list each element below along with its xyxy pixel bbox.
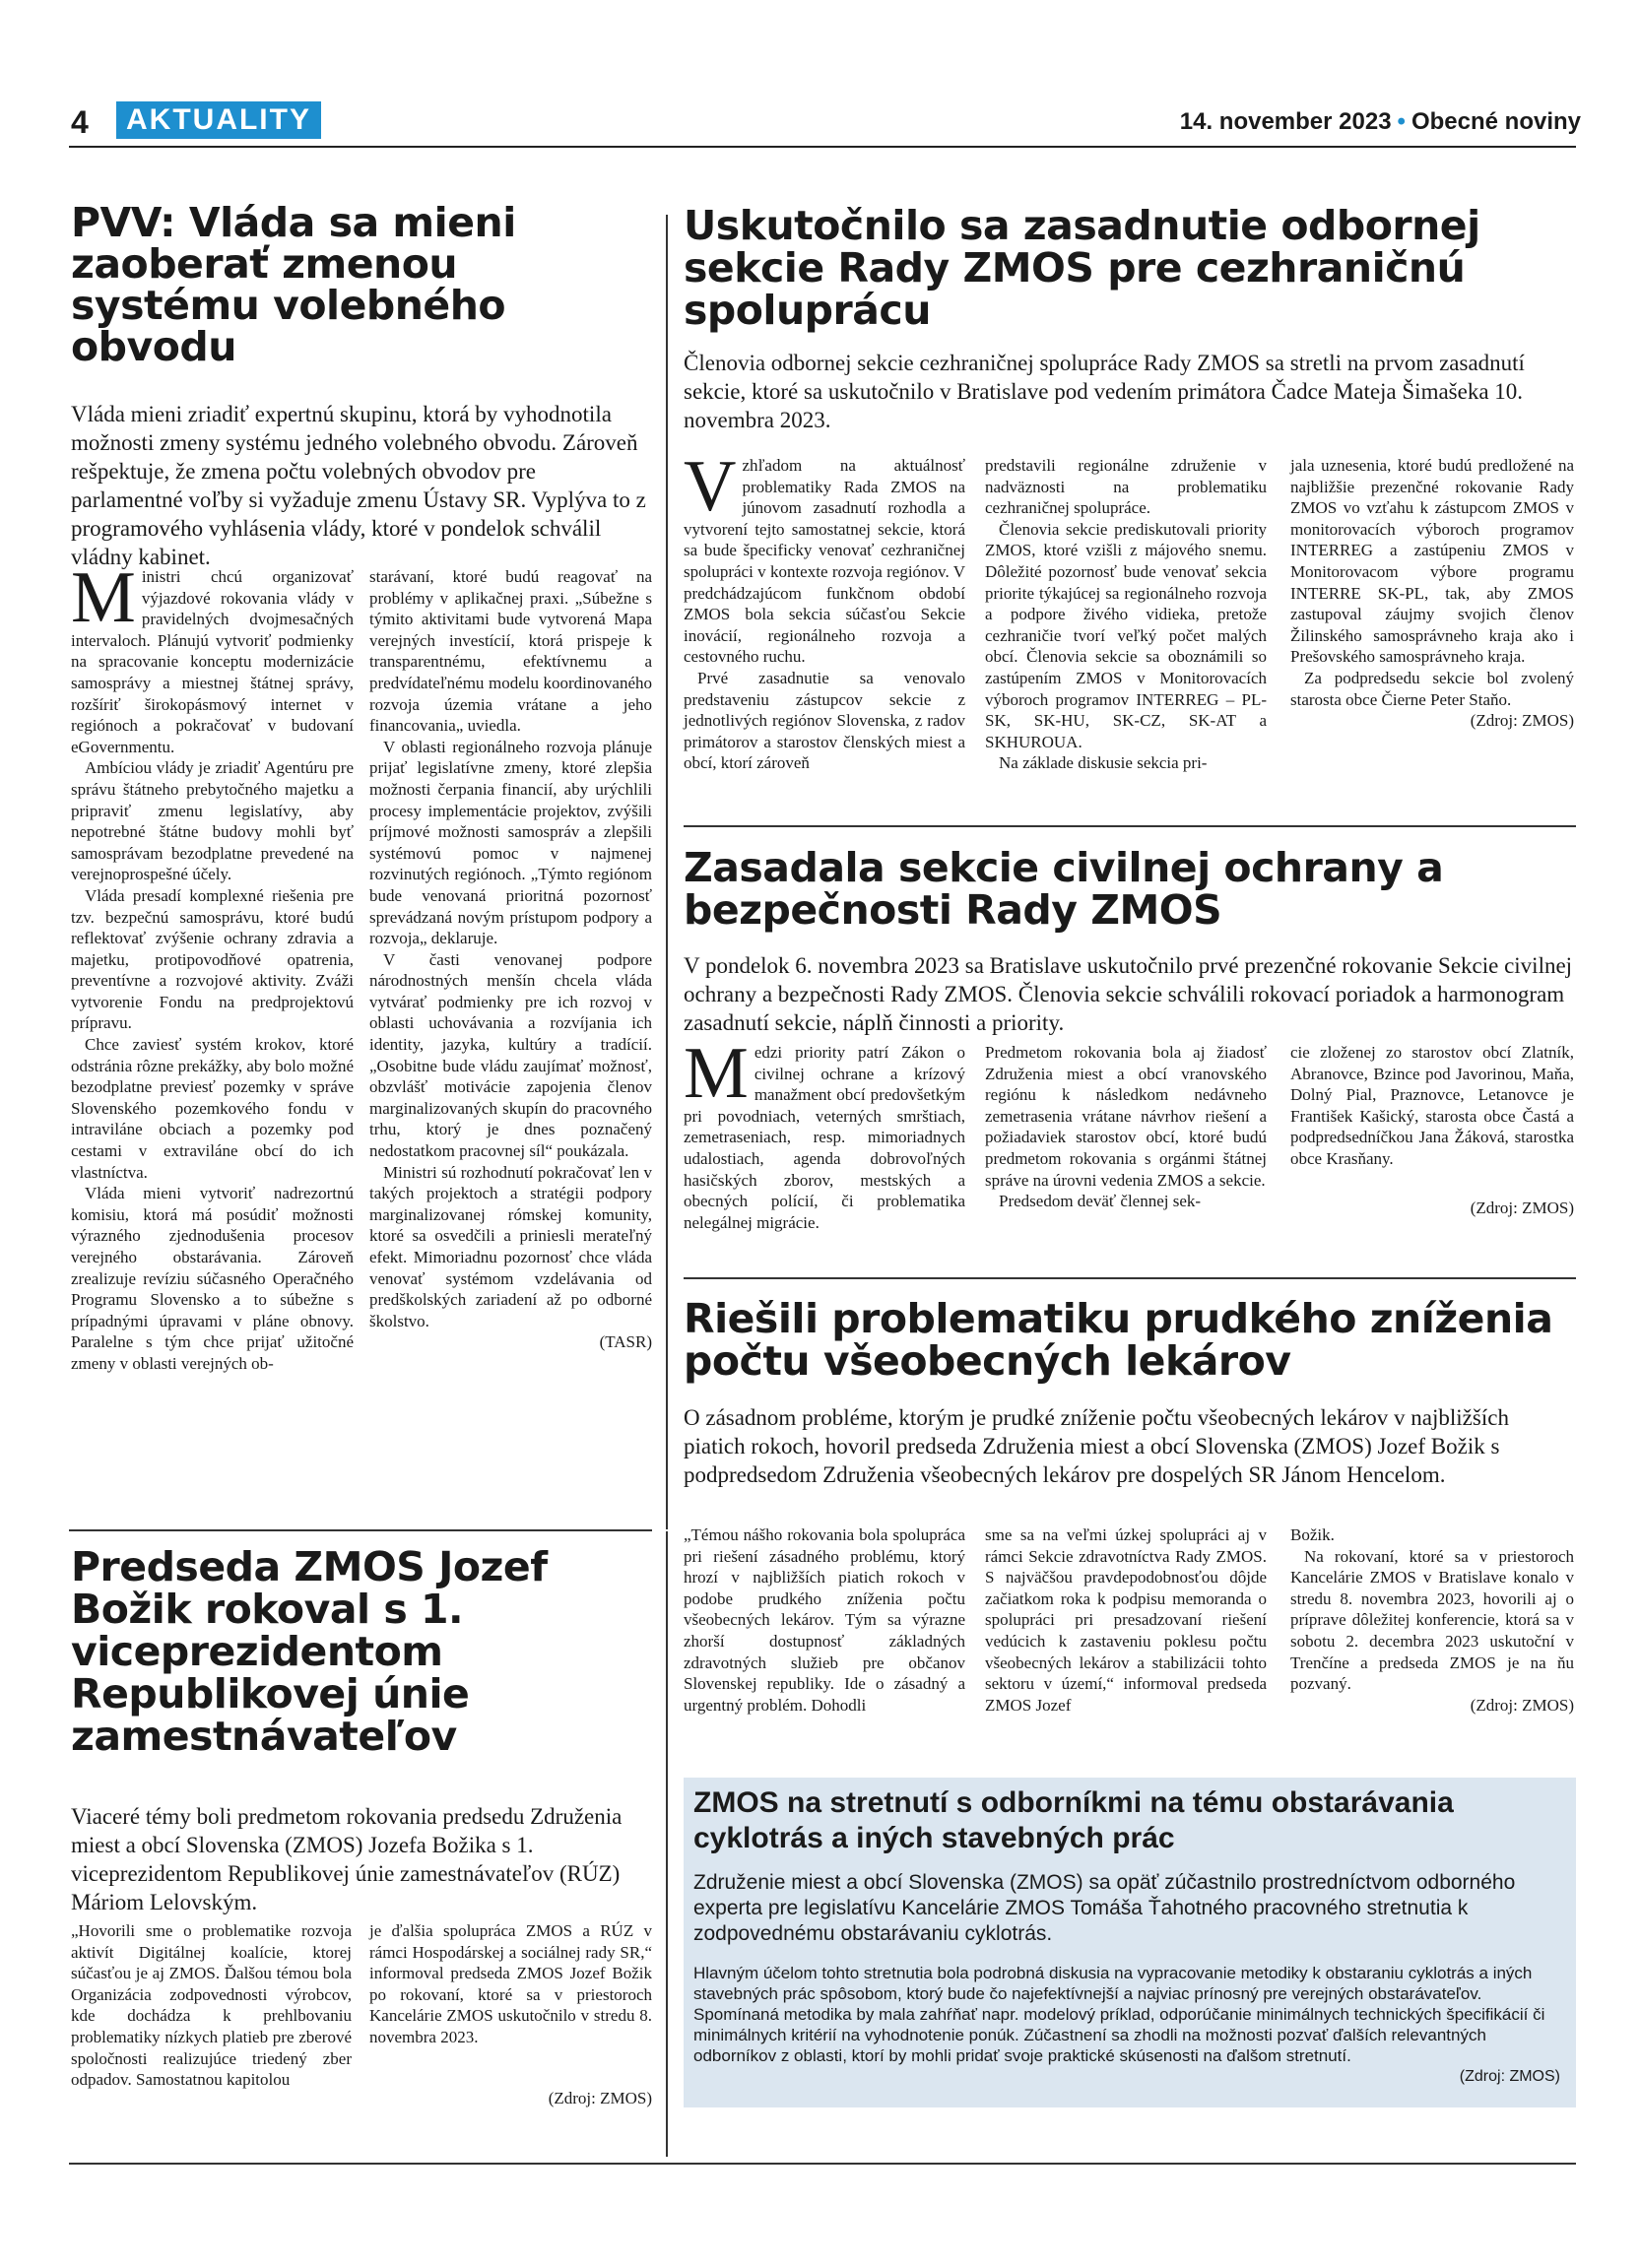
art4-paragraph: „Témou nášho rokovania bola spolupráca pri riešení zásadného problému, ktorý hrozí v najbližších piatich rokoch v podobe prudkého zníženia počtu všeobecných lekárov. Tým sa výrazne zhorší dostupnosť základných zdravotných služieb pre občanov Slovenskej republiky. Ide o zásadný a urgentný problém. Dohodli <box>684 1525 965 1715</box>
info-box <box>684 1778 1576 2107</box>
art2-paragraph: Na základe diskusie sekcia pri- <box>999 753 1208 773</box>
separator-dot: • <box>1397 108 1406 135</box>
art3-paragraph: Predsedom deväť člennej sek- <box>999 1192 1202 1211</box>
art5-column-1 <box>71 1920 352 2091</box>
divider-art3 <box>684 1277 1576 1279</box>
art4-column-3 <box>1290 1524 1574 1716</box>
art4-lead: O zásadnom probléme, ktorým je prudké zníženie počtu všeobecných lekárov v najbližších piatich rokoch, hovoril predseda Združenia miest a obcí Slovenska (ZMOS) Jozef Božik s podpredsedom Združenia všeobecných lekárov pre dospelých SR Jánom Hencelom. <box>684 1405 1509 1487</box>
art4-column-2 <box>985 1524 1267 1716</box>
art3-headline: Zasadala sekcie civilnej ochrany a bezpečnosti Rady ZMOS <box>684 844 1444 934</box>
art5-source: (Zdroj: ZMOS) <box>548 2088 652 2107</box>
art4-paragraph: sme sa na veľmi úzkej spolupráci aj v rámci Sekcie zdravotníctva Rady ZMOS. S najväčšou pravdepodobnosťou dôjde začiatkom roka k podpisu memoranda o spolupráci pri presadzovaní riešení vedúcich k zastaveniu poklesu počtu všeobecných lekárov a stabilizácii tohto sektoru v území,“ informoval predseda ZMOS Jozef <box>985 1525 1267 1715</box>
bottom-rule <box>69 2163 1576 2165</box>
art1-paragraph: Vláda mieni vytvoriť nadrezortnú komisiu, ktorá má posúdiť možnosti výrazného zjednodušenia procesov verejného obstarávania. Zároveň zrealizuje revíziu súčasného Operačného Programu Slovensko a to súbežne s prípadnými úpravami v pláne obnovy. Paralelne s tým chce prijať užitočné zmeny v oblasti verejných ob- <box>71 1184 354 1373</box>
art1-headline: PVV: Vláda sa mieni zaoberať zmenou systému volebného obvodu <box>71 199 516 370</box>
page-number: 4 <box>71 104 89 140</box>
art5-lead: Viaceré témy boli predmetom rokovania predsedu Združenia miest a obcí Slovenska (ZMOS) Jozefa Božika s 1. viceprezidentom Republikovej únie zamestnávateľov (RÚZ) Máriom Lelovským. <box>71 1804 623 1914</box>
art1-column-2 <box>369 566 652 1353</box>
art3-source: (Zdroj: ZMOS) <box>1470 1198 1574 1217</box>
art3-paragraph: Predmetom rokovania bola aj žiadosť Združenia miest a obcí vranovského regiónu k následkom nedávneho zemetrasenia vrátane návrhov riešení a požiadaviek starostov obcí, ktoré budú predmetom rokovania s orgánmi štátnej správe na úrovni vedenia ZMOS a sekcie. <box>985 1043 1267 1190</box>
divider-art1 <box>69 1529 652 1531</box>
art3-dropcap: M <box>684 1033 749 1114</box>
art1-paragraph: Vláda presadí komplexné riešenia pre tzv. bezpečnú samosprávu, ktoré budú reflektovať zvýšenie ochrany zdravia a majetku, protipovodňové opatrenia, preventívne a rozvojové aktivity. Zváži vytvorenie Fondu na predprojektovú prípravu. <box>71 885 354 1033</box>
art2-paragraph: zhľadom na aktuálnosť problematiky Rada ZMOS na júnovom zasadnutí rozhodla a vytvorení tejto samostatnej sekcie, ktorá sa bude špecificky venovať cezhraničnej spolupráci v kontexte rozvoja regiónov. V predchádzajúcom funkčnom období ZMOS bola sekcia súčasťou Sekcie inovácií, regionálneho rozvoja a cestovného ruchu. <box>684 456 965 667</box>
art2-headline: Uskutočnilo sa zasadnutie odbornej sekcie Rady ZMOS pre cezhraničnú spoluprácu <box>684 202 1480 334</box>
box-body: Hlavným účelom tohto stretnutia bola podrobná diskusia na vypracovanie metodiky k obstaraniu cyklotrás a iných stavebných prác spôsobom, ktorý bude čo najefektívnejší a najviac prínosný pre verejných obstarávateľov. Spomínaná metodika by mala zahŕňať napr. modelový príklad, odporúčanie minimálnych technických špecifikácií či minimálnych kritérií na vyhodnotenie ponúk. Zúčastnení sa zhodli na možnosti pozvať ďalších relevantných odborníkov z oblasti, ktorí by mohli pridať svoje praktické skúsenosti na ďalšom stretnutí. <box>693 1964 1545 2065</box>
header-rule <box>69 146 1576 148</box>
art1-paragraph: Ambíciou vlády je zriadiť Agentúru pre správu štátneho prebytočného majetku a pripraviť zmenu legislatívy, aby nepotrebné štátne budovy mohli byť samosprávam bezodplatne prevedené na verejnoprospešné účely. <box>71 758 354 884</box>
art5-column-2 <box>369 1920 652 2108</box>
art2-paragraph: Prvé zasadnutie sa venovalo predstaveniu zástupcov sekcie z jednotlivých regiónov Slovenska, z radov primátorov a starostov členských miest a obcí, ktorí zároveň <box>684 668 965 773</box>
art3-paragraph: edzi priority patrí Zákon o civilnej ochrane a krízový manažment obcí predovšetkým pri povodniach, veterných smrštiach, zemetraseniach, resp. mimoriadnych udalostiach, agenda dobrovoľných hasičských zborov, mestských a obecných polícií, či problematika nelegálnej migrácie. <box>684 1043 965 1232</box>
art1-paragraph: V časti venovanej podpore národnostných menšín chcela vláda vytvárať podmienky pre ich rozvoj v oblasti uchovávania a rozvíjania ich identity, jazyka, kultúry a tradícií. „Osobitne bude vládu zaujímať možnosť, obzvlášť motivácie zapojenia členov marginalizovaných skupín do pracovného trhu, ktorý je dnes poznačený nedostatkom pracovnej síl“ poukázala. <box>369 949 652 1161</box>
art3-lead: V pondelok 6. novembra 2023 sa Bratislave uskutočnilo prvé prezenčné rokovanie Sekcie civilnej ochrany a bezpečnosti Rady ZMOS. Členovia sekcie schválili rokovací poriadok a harmonogram zasadnutí sekcie, náplň činnosti a priority. <box>684 953 1573 1035</box>
art5-paragraph: je ďalšia spolupráca ZMOS a RÚZ v rámci Hospodárskej a sociálnej rady SR,“ informoval predseda ZMOS Jozef Božik po rokovaní, ktoré sa v priestoroch Kancelárie ZMOS uskutočnilo v stredu 8. novembra 2023. <box>369 1921 652 2046</box>
art2-source: (Zdroj: ZMOS) <box>1470 711 1574 731</box>
box-lead: Združenie miest a obcí Slovenska (ZMOS) sa opäť zúčastnilo prostredníctvom odborného experta pre legislatívu Kancelárie ZMOS Tomáša Ťahotného pracovného stretnutia k zodpovednému obstarávaniu cyklotrás. <box>693 1871 1516 1945</box>
art2-column-2 <box>985 455 1267 774</box>
column-divider-left <box>666 215 668 1529</box>
art4-paragraph: Božik. <box>1290 1525 1335 1544</box>
box-source: (Zdroj: ZMOS) <box>1459 2068 1560 2085</box>
art4-paragraph: Na rokovaní, ktoré sa v priestoroch Kancelárie ZMOS v Bratislave konalo v stredu 8. novembra 2023, hovorili aj o príprave dôležitej konferencie, ktorá sa v sobotu 2. decembra 2023 uskutoční v Trenčíne a predseda ZMOS je na ňu pozvaný. <box>1290 1546 1574 1694</box>
art1-source: (TASR) <box>599 1332 652 1352</box>
issue-date: 14. november 2023 <box>1179 108 1392 135</box>
art1-paragraph: Ministri sú rozhodnutí pokračovať len v takých projektoch a stratégii podpory marginalizovanej rómskej komunity, ktoré sa osvedčili a priniesli merateľný efekt. Mimoriadnu pozornosť chce vláda venovať systémom vzdelávania od predškolských zariadení až po odborné školstvo. <box>369 1162 652 1330</box>
art4-source: (Zdroj: ZMOS) <box>1470 1695 1574 1715</box>
art4-headline: Riešili problematiku prudkého zníženia počtu všeobecných lekárov <box>684 1295 1553 1385</box>
art2-paragraph: predstavili regionálne združenie v nadväznosti na problematiku cezhraničnej spolupráce. <box>985 456 1267 518</box>
art3-column-2 <box>985 1042 1267 1212</box>
column-divider-left-lower <box>666 1531 668 2157</box>
art5-paragraph: „Hovorili sme o problematike rozvoja aktivít Digitálnej koalície, ktorej súčasťou je aj ZMOS. Ďalšou témou bola Organizácia zodpovednosti výrobcov, kde dochádza k prehlbovaniu problematiky nízkych platieb pre zberové spoločnosti realizujúce triedený zber odpadov. Samostatnou kapitolou <box>71 1921 352 2090</box>
art1-paragraph: inistri chcú organizovať výjazdové rokovania vlády v pravidelných dvojmesačných intervaloch. Plánujú vytvoriť podmienky na spracovanie konceptu modernizácie samosprávy a miestnej štátnej správy, rozšíriť širokopásmový internet v regiónoch a pokračovať v budovaní eGovernmentu. <box>71 567 354 756</box>
art1-lead: Vláda mieni zriadiť expertnú skupinu, ktorá by vyhodnotila možnosti zmeny systému jedného volebného obvodu. Zároveň rešpektuje, že zmena počtu volebných obvodov pre parlamentné voľby si vyžaduje zmenu Ústavy SR. Vyplýva to z programového vyhlásenia vlády, ktoré v pondelok schválil vládny kabinet. <box>71 402 646 569</box>
art2-paragraph: Členovia sekcie prediskutovali priority ZMOS, ktoré vzišli z májového snemu. Dôležité pozornosť bude venovať sekcia priorite týkajúcej sa regionálneho rozvoja a podpore živého vidieka, pretože cezhraničie tvorí veľký počet malých obcí. Členovia sekcie sa oboznámili so zastúpením ZMOS v Monitorovacích výboroch programov INTERREG – PL-SK, SK-HU, SK-CZ, SK-AT a SKHUROUA. <box>985 519 1267 751</box>
art2-lead: Členovia odbornej sekcie cezhraničnej spolupráce Rady ZMOS sa stretli na prvom zasadnutí sekcie, ktoré sa uskutočnilo v Bratislave pod vedením primátora Čadce Mateja Šimašeka 10. novembra 2023. <box>684 351 1525 432</box>
issue-info <box>1180 108 1581 136</box>
box-headline: ZMOS na stretnutí s odborníkmi na tému obstarávania cyklotrás a iných stavebných prác <box>693 1786 1454 1854</box>
art3-column-1 <box>684 1033 965 1233</box>
art3-paragraph: cie zloženej zo starostov obcí Zlatník, Abranovce, Bzince pod Javorinou, Maňa, Dolný Pial, Praznovce, Letanovce je František Kašický, starosta obce Častá a podpredsedníčkou Jana Žáková, starostka obce Krasňany. <box>1290 1043 1574 1168</box>
art1-paragraph: Chce zaviesť systém krokov, ktoré odstránia rôzne prekážky, aby bolo možné bezodplatne previesť pozemky v správe Slovenského pozemkového fondu v intraviláne obciach a pozemky pod cestami v extraviláne obcí do ich vlastníctva. <box>71 1035 354 1182</box>
art2-column-3 <box>1290 455 1574 732</box>
art2-paragraph: Za podpredsedu sekcie bol zvolený starosta obce Čierne Peter Staňo. <box>1290 668 1574 709</box>
art5-headline: Predseda ZMOS Jozef Božik rokoval s 1. viceprezidentom Republikovej únie zamestnávateľov <box>71 1543 548 1760</box>
art1-dropcap: M <box>71 557 136 638</box>
paper-name: Obecné noviny <box>1410 108 1581 135</box>
art3-column-3 <box>1290 1042 1574 1218</box>
section-tag: AKTUALITY <box>116 101 321 139</box>
art2-paragraph: jala uznesenia, ktoré budú predložené na najbližšie prezenčné rokovanie Rady ZMOS vo vzťahu k zástupcom ZMOS v monitorovacích výboroch programov INTERREG a zastúpeniu ZMOS v Monitorovacom výbore programu INTERRE SK-PL, tak, aby ZMOS zastupoval záujmy svojich členov Žilinského samosprávneho kraja ako i Prešovského samosprávneho kraja. <box>1290 456 1574 667</box>
art2-dropcap: V <box>684 446 737 527</box>
divider-art2 <box>684 825 1576 827</box>
art1-column-1 <box>71 557 354 1375</box>
art1-paragraph: starávaní, ktoré budú reagovať na problémy v aplikačnej praxi. „Súbežne s týmito aktivitami bude vytvorená Mapa verejných investícií, ktorá prispeje k transparentnému, efektívnemu a predvídateľnému modelu koordinovaného rozvoja územia vrátane a jeho financovania„ uviedla. <box>369 567 652 736</box>
box-content <box>693 1785 1560 2086</box>
art2-column-1 <box>684 446 965 774</box>
art4-column-1 <box>684 1524 965 1716</box>
art1-paragraph: V oblasti regionálneho rozvoja plánuje prijať legislatívne zmeny, ktoré zlepšia možnosti čerpania financií, aby urýchlili procesy implementácie projektov, zvýšili príjmové možnosti samospráv a zlepšili systémovú pomoc v najmenej rozvinutých regiónoch. „Týmto regiónom bude venovaná prioritná pozornosť sprevádzaná novým prístupom podpory a rozvoja„ deklaruje. <box>369 737 652 948</box>
